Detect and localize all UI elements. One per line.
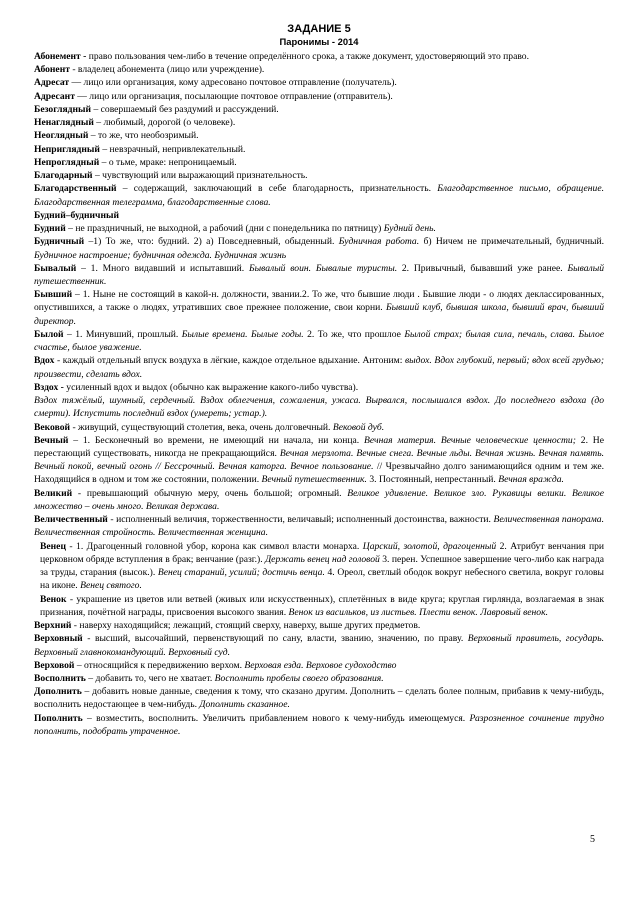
entry-term: Неприглядный <box>34 143 100 155</box>
dictionary-entry <box>34 103 604 116</box>
entry-term: Вдох <box>34 355 55 367</box>
dictionary-entry <box>34 421 604 434</box>
entry-definition: — лицо или организация, кому адресовано почтовое отправление (получатель). <box>69 77 397 89</box>
entry-term: Пополнить <box>34 712 83 724</box>
dictionary-entry <box>34 116 604 129</box>
entry-example: Разрозненное сочинение трудно пополнить, подобрать утраченное. <box>34 712 604 737</box>
entry-term: Восполнить <box>34 673 86 684</box>
entry-example: Будний день. <box>383 223 436 235</box>
dictionary-entry <box>34 50 604 63</box>
entry-definition: 2. То же, что прошлое <box>303 328 405 340</box>
entry-definition: – относящийся к передвижению верхом. <box>74 659 245 671</box>
dictionary-entry <box>34 394 604 420</box>
entry-definition: – 1. Бесконечный во времени, не имеющий ни начала, ни конца. <box>68 434 365 446</box>
entry-definition: – любимый, дорогой (о человеке). <box>93 117 236 129</box>
entry-definition: – не праздничный, не выходной, а рабочий (дни с понедельника по пятницу) <box>65 223 384 235</box>
dictionary-entry <box>34 632 604 658</box>
entry-term: Венец <box>40 540 66 552</box>
dictionary-entry <box>34 209 604 222</box>
entry-definition: – добавить то, чего не хватает. <box>85 673 215 684</box>
entry-example: Вечная мерзлота. Вечные снега. Вечные льды. Вечная жизнь. Вечная память. Вечный покой, вечный огонь // Бессрочный. Вечная каторга. Вечное пользование. <box>34 448 604 473</box>
entry-definition: – содержащий, заключающий в себе благодарность, признательность. <box>116 183 438 195</box>
entry-example: Верховный правитель, государь. Верховный главнокомандующий. Верховный суд. <box>34 633 604 658</box>
entry-definition: – возместить, восполнить. Увеличить прибавлением нового к чему-нибудь имеющемуся. <box>82 712 470 724</box>
entry-definition: – 1. Много видавший и испытавший. <box>76 262 249 274</box>
entry-example: Венец стараний, усилий; достичь венца. <box>157 567 325 579</box>
dictionary-entry <box>34 156 604 169</box>
entry-term: Непроглядный <box>34 156 100 168</box>
entry-term: Венок <box>40 593 67 605</box>
dictionary-entry <box>34 169 604 182</box>
dictionary-entry <box>34 540 604 593</box>
entry-term: Верхний <box>34 620 72 632</box>
entry-term: Верховный <box>34 633 83 645</box>
entry-example: Бывалый воин. Бывалые туристы. <box>248 262 398 274</box>
entry-term: Вздох - <box>34 381 64 393</box>
entry-example: выдох. Вдох глубокий, первый; вдох всей грудью; произвести, сделать вдох. <box>34 355 605 380</box>
entry-definition: - владелец абонемента (лицо или учреждение). <box>69 64 265 76</box>
entry-definition: – невзрачный, непривлекательный. <box>99 143 246 155</box>
document-page <box>34 22 604 738</box>
entry-term: Абонемент - <box>34 50 87 62</box>
entry-example: Былой страх; былая сила, печаль, слава. Былое счастье, былое уважение. <box>34 328 604 354</box>
entry-term: Бывший <box>34 289 73 301</box>
entry-definition: –1) То же, что: будний. 2) а) Повседневный, обыденный. <box>84 236 339 248</box>
entry-term: Неоглядный <box>34 130 89 142</box>
entry-term: Будний <box>34 223 66 235</box>
entry-definition: - 1. Драгоценный головной убор, корона как символ власти монарха. <box>65 540 363 552</box>
entry-term: Вечный <box>34 434 69 446</box>
entry-definition: - каждый отдельный впуск воздуха в лёгкие, каждое отдельное вдыхание. Антоним: <box>54 355 405 367</box>
entry-term: Безоглядный <box>34 103 92 115</box>
entry-definition: - живущий, существующий столетия, века, очень долговечный. <box>70 421 333 433</box>
entry-term: Адресант <box>34 90 75 102</box>
entry-term: Благодарный <box>34 170 93 182</box>
dictionary-entry <box>34 288 604 328</box>
entry-example: Вековой дуб. <box>332 421 385 433</box>
dictionary-entry <box>34 619 604 632</box>
entry-term: Величественный <box>34 514 108 526</box>
dictionary-entry <box>34 487 604 513</box>
entry-example: Вечная вражда. <box>498 474 564 486</box>
entry-definition: // Чрезвычайно долго занимающийся одним и тем же. Находящийся в одном и том же состоянии, положении. <box>34 461 604 486</box>
entry-definition: - наверху находящийся; лежащий, стоящий сверху, наверху, выше других предметов. <box>71 620 421 632</box>
entry-term: Вековой <box>34 421 71 433</box>
entry-definition: 4. Ореол, светлый ободок вокруг небесного светила, вокруг головы на иконе. <box>40 567 605 592</box>
dictionary-entry <box>34 672 604 685</box>
dictionary-entry <box>34 235 604 261</box>
entry-definition: – 1. Минувший, прошлый. <box>63 328 182 340</box>
entry-example: Будничная работа. <box>338 236 420 248</box>
entry-term: Былой <box>34 328 64 340</box>
entry-definition: – добавить новые данные, сведения к тому, что сказано другим. Дополнить – сделать более полным, прибавив к чему-нибудь, восполнить недостающее в чем-нибудь. <box>34 686 604 711</box>
entry-term: Будний–будничный <box>34 209 120 221</box>
entry-example: Верховая езда. Верховое судоходство <box>244 659 397 671</box>
assignment-title: ЗАДАНИЕ 5 <box>287 23 351 35</box>
entry-example: Держать венец над головой <box>265 553 380 565</box>
entry-definition: усиленный вдох и выдох (обычно как выражение какого-либо чувства). <box>63 381 359 393</box>
dictionary-entry <box>34 593 604 619</box>
dictionary-entries <box>34 50 604 738</box>
entry-definition: - превышающий обычную меру, очень большой; огромный. <box>72 487 348 499</box>
dictionary-entry <box>34 328 604 354</box>
entry-example: Бывший клуб, бывшая школа, бывший врач, бывший директор. <box>34 302 605 327</box>
entry-definition: – чувствующий или выражающий признательность. <box>92 170 308 182</box>
entry-definition: – то же, что необозримый. <box>88 130 199 142</box>
dictionary-entry <box>34 63 604 76</box>
dictionary-entry <box>34 434 604 487</box>
entry-example: Восполнить пробелы своего образования. <box>214 673 384 684</box>
entry-definition: – 1. Ныне не состоящий в какой-н. должности, звании.2. То же, что бывшие люди . Бывшие люди - о людях деклассированных, опустившихся, а также о людях, утративших свое прежнее положение, свои корни. <box>34 289 604 314</box>
entry-definition: - исполненный величия, торжественности, величавый; исполненный достоинства, важности. <box>107 514 494 526</box>
page-number: 5 <box>590 834 595 845</box>
entry-definition: — лицо или организация, посылающие почтовое отправление (отправитель). <box>74 90 393 102</box>
dictionary-entry <box>34 262 604 288</box>
entry-definition: 2. Не перестающий существовать, никогда не прекращающийся. <box>34 434 604 460</box>
dictionary-entry <box>34 222 604 235</box>
dictionary-entry <box>34 76 604 89</box>
entry-example: Вечный путешественник. <box>261 474 367 486</box>
dictionary-entry <box>34 143 604 156</box>
dictionary-entry <box>34 513 604 539</box>
entry-definition: б) Ничем не примечательный, будничный. <box>419 236 604 248</box>
entry-term: Ненаглядный <box>34 117 94 129</box>
entry-term: Абонент <box>34 64 70 76</box>
dictionary-entry <box>34 685 604 711</box>
dictionary-entry <box>34 659 604 672</box>
entry-term: Будничный <box>34 236 85 248</box>
dictionary-entry <box>34 90 604 103</box>
entry-term: Адресат <box>34 77 70 89</box>
entry-example: Будничное настроение; будничная одежда. Будничная жизнь <box>34 249 287 261</box>
entry-example: Благодарственное письмо, обращение. Благодарственная телеграмма, благодарственные слова. <box>34 183 604 208</box>
assignment-subtitle: Паронимы - 2014 <box>279 36 359 48</box>
entry-example: Венок из васильков, из листьев. Плести венок. Лавровый венок. <box>288 606 548 618</box>
entry-definition: - украшение из цветов или ветвей (живых или искусственных), сплетённых в виде круга; круглая гирлянда, возлагаемая в знак признания, почётной награды, присвоения высокого звания. <box>40 593 604 618</box>
entry-example: Царский, золотой, драгоценный <box>362 540 497 552</box>
entry-term: Бывалый <box>34 262 77 274</box>
dictionary-entry <box>34 129 604 142</box>
dictionary-entry <box>34 182 604 208</box>
entry-definition: 3. перен. Успешное завершение чего-либо как награда за труды, старания (высок.). <box>40 553 604 579</box>
entry-example: Бывалый путешественник. <box>34 262 604 287</box>
entry-term: Благодарственный <box>34 183 117 195</box>
entry-definition: – о тьме, мраке: непроницаемый. <box>99 156 237 168</box>
entry-definition: - высший, высочайший, первенствующий по сану, власти, званию, значению, по праву. <box>82 633 468 645</box>
entry-example: Величественная панорама. Величественная стройность. Величественная женщина. <box>34 514 604 539</box>
entry-example: Великое удивление. Великое зло. Рукавицы велики. Великое множество – очень много. Великая держава. <box>34 487 604 512</box>
entry-term: Великий <box>34 487 73 499</box>
entry-definition: право пользования чем-либо в течение определённого срока, а также документ, удостоверяющий это право. <box>86 50 530 62</box>
entry-example: Венец святого. <box>80 580 142 592</box>
entry-example: Вечная материя. Вечные человеческие ценности; <box>364 434 576 446</box>
dictionary-entry <box>34 354 604 380</box>
dictionary-entry <box>34 381 604 394</box>
entry-example: Вздох тяжёлый, шумный, сердечный. Вздох облегчения, сожаления, ужаса. Вырвался, послышался вздох. До последнего вздоха (до смерти). Испустить последний вздох (умереть; устар.). <box>34 395 604 420</box>
entry-example: Дополнить сказанное. <box>199 699 290 711</box>
entry-example: Былые времена. Былые годы. <box>181 328 304 340</box>
entry-definition: – совершаемый без раздумий и рассуждений. <box>91 103 279 115</box>
entry-definition: 2. Атрибут венчания при церковном обряде вступления в брак; венчание (разг.). <box>40 540 605 565</box>
entry-term: Дополнить <box>34 686 82 698</box>
entry-definition: 2. Привычный, бывавший уже ранее. <box>397 262 568 274</box>
entry-definition: 3. Постоянный, непрестанный. <box>366 474 499 486</box>
entry-term: Верховой <box>34 659 75 671</box>
dictionary-entry <box>34 712 604 738</box>
